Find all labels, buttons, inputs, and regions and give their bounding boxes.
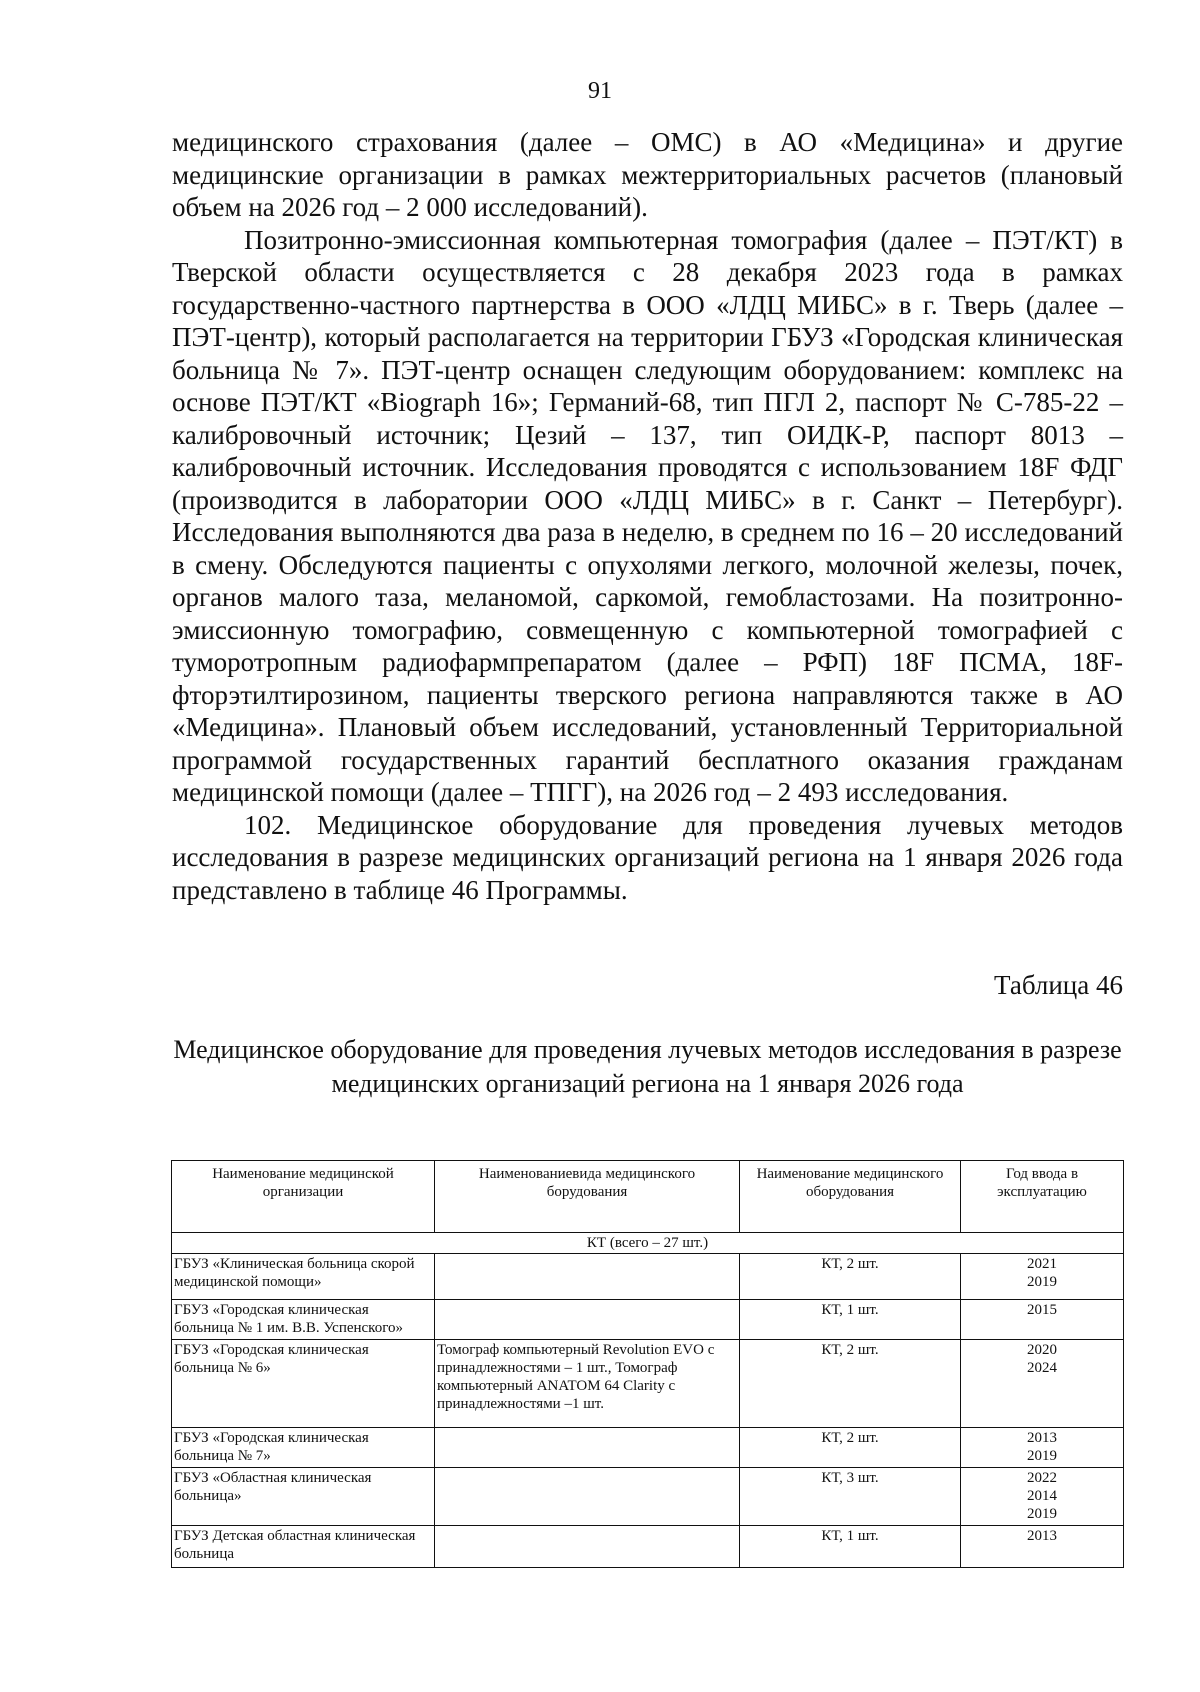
cell-equipment-name: КТ, 1 шт. (740, 1300, 961, 1340)
year-value: 2014 (1027, 1488, 1057, 1504)
cell-organization: ГБУЗ «Городская клиническая больница № 6» (172, 1340, 435, 1428)
cell-equipment-type (435, 1526, 740, 1568)
year-value: 2020 (1027, 1342, 1057, 1358)
year-value: 2019 (1027, 1506, 1057, 1522)
paragraph-oms: медицинского страхования (далее – ОМС) в АО «Медицина» и другие медицинские организации в рамках межтерриториальных расчетов (плановый объем на 2026 год – 2 000 исследований). (172, 127, 1123, 222)
cell-years (961, 1340, 1124, 1428)
table-title: Медицинское оборудование для проведения лучевых методов исследования в разрезе медицинских организаций региона на 1 января 2026 года (173, 1035, 1122, 1098)
table-row (172, 1300, 1124, 1340)
cell-equipment-type (435, 1468, 740, 1526)
header-organization: Наименование медицинской организации (172, 1161, 435, 1233)
cell-equipment-name: КТ, 1 шт. (740, 1526, 961, 1568)
year-value: 2022 (1027, 1470, 1057, 1486)
table-row (172, 1428, 1124, 1468)
body-text (172, 126, 1123, 906)
cell-equipment-type (435, 1254, 740, 1300)
cell-equipment-name: КТ, 2 шт. (740, 1340, 961, 1428)
cell-equipment-name: КТ, 3 шт. (740, 1468, 961, 1526)
section-ct: КТ (всего – 27 шт.) (172, 1233, 1124, 1254)
table-row (172, 1254, 1124, 1300)
table-row (172, 1468, 1124, 1526)
cell-years (961, 1526, 1124, 1568)
table-row (172, 1526, 1124, 1568)
cell-years (961, 1428, 1124, 1468)
year-value: 2021 (1027, 1256, 1057, 1272)
cell-equipment-type (435, 1300, 740, 1340)
page-number: 91 (588, 78, 612, 104)
year-value: 2019 (1027, 1274, 1057, 1290)
table-label: Таблица 46 (994, 970, 1123, 1000)
paragraph-pet-ct: Позитронно-эмиссионная компьютерная томография (далее – ПЭТ/КТ) в Тверской области осуществляется с 28 декабря 2023 года в рамках государственно-частного партнерства в ООО «ЛДЦ МИБС» в г. Тверь (далее – ПЭТ-центр), который располагается на территории ГБУЗ «Городская клиническая больница № 7». ПЭТ-центр оснащен следующим оборудованием: комплекс на основе ПЭТ/КТ «Biograph 16»; Германий-68, тип ПГЛ 2, паспорт № С-785-22 – калибровочный источник; Цезий – 137, тип ОИДК-Р, паспорт 8013 – калибровочный источник. Исследования проводятся с использованием 18F ФДГ (производится в лаборатории ООО «ЛДЦ МИБС» в г. Санкт – Петербург). Исследования выполняются два раза в неделю, в среднем по 16 – 20 исследований в смену. Обследуются пациенты с опухолями легкого, молочной железы, почек, органов малого таза, меланомой, саркомой, гемобластозами. На позитронно-эмиссионную томографию, совмещенную с компьютерной томографией с туморотропным радиофармпрепаратом (далее – РФП) 18F ПСМА, 18F-фторэтилтирозином, пациенты тверского региона направляются также в АО «Медицина». Плановый объем исследований, установленный Территориальной программой государственных гарантий бесплатного оказания гражданам медицинской помощи (далее – ТПГГ), на 2026 год – 2 493 исследования. (172, 224, 1123, 807)
year-value: 2013 (1027, 1528, 1057, 1544)
section-row (172, 1233, 1124, 1254)
cell-equipment-name: КТ, 2 шт. (740, 1254, 961, 1300)
header-equipment-name: Наименование медицинского оборудования (740, 1161, 961, 1233)
header-equipment-type: Наименованиевида медицинского борудования (435, 1161, 740, 1233)
cell-organization: ГБУЗ Детская областная клиническая больница (172, 1526, 435, 1568)
cell-years (961, 1468, 1124, 1526)
year-value: 2024 (1027, 1360, 1057, 1376)
equipment-table (171, 1160, 1124, 1568)
cell-organization: ГБУЗ «Городская клиническая больница № 7» (172, 1428, 435, 1468)
table-row (172, 1340, 1124, 1428)
cell-equipment-type (435, 1428, 740, 1468)
cell-equipment-name: КТ, 2 шт. (740, 1428, 961, 1468)
cell-years (961, 1254, 1124, 1300)
header-commission-year: Год ввода в эксплуатацию (961, 1161, 1124, 1233)
cell-years (961, 1300, 1124, 1340)
year-value: 2013 (1027, 1430, 1057, 1446)
cell-organization: ГБУЗ «Областная клиническая больница» (172, 1468, 435, 1526)
year-value: 2019 (1027, 1448, 1057, 1464)
cell-organization: ГБУЗ «Клиническая больница скорой медицинской помощи» (172, 1254, 435, 1300)
year-value: 2015 (1027, 1302, 1057, 1318)
table-header-row (172, 1161, 1124, 1233)
cell-organization: ГБУЗ «Городская клиническая больница № 1 им. В.В. Успенского» (172, 1300, 435, 1340)
cell-equipment-type: Томограф компьютерный Revolution EVO с принадлежностями – 1 шт., Томограф компьютерный ANATOM 64 Clarity с принадлежностями –1 шт. (435, 1340, 740, 1428)
paragraph-102: 102. Медицинское оборудование для проведения лучевых методов исследования в разрезе медицинских организаций региона на 1 января 2026 года представлено в таблице 46 Программы. (172, 809, 1123, 905)
